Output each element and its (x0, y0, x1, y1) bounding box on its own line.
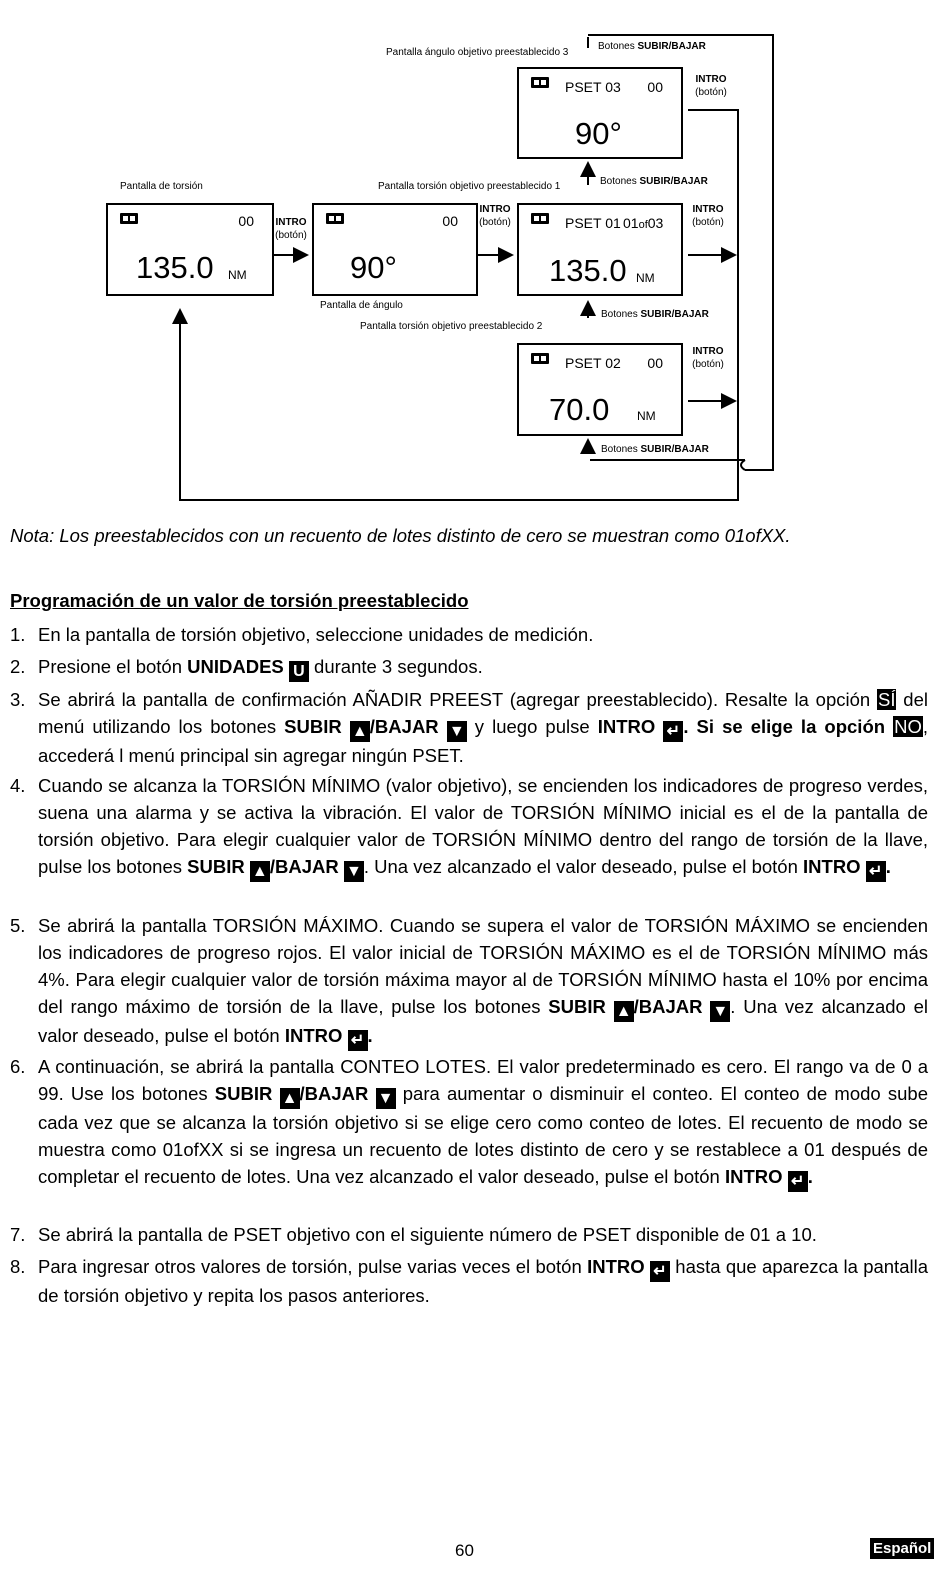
down-arrow-icon: ▼ (447, 721, 467, 742)
step-number: 8. (10, 1256, 26, 1277)
screen-unit: NM (636, 271, 655, 285)
step-text: Para ingresar otros valores de torsión, pulse varias veces el botón INTRO ↵ hasta que aparezca la pantalla de torsión objetivo y repita los pasos anteriores. (38, 1256, 928, 1306)
page-number: 60 (455, 1541, 474, 1560)
step-item (10, 772, 928, 882)
screen-value: 135.0 (136, 250, 214, 285)
screen-count: 00 (647, 355, 663, 371)
angle-screen (312, 203, 478, 296)
screen-count: 01of03 (623, 215, 664, 231)
updown-label: Botones SUBIR/BAJAR (601, 309, 709, 320)
language-badge: Español (870, 1538, 934, 1559)
enter-label: INTRO (botón) (275, 217, 307, 241)
step-text: Se abrirá la pantalla de confirmación AÑADIR PREEST (agregar preestablecido). Resalte la opción SÍ del menú utilizando los botones SUBIR ▲ /BAJAR ▼ y luego pulse INTRO ↵ . Si se elige la opción NO, accederá l menú principal sin agregar ningún PSET. (38, 689, 929, 766)
label-pset2-screen: Pantalla torsión objetivo preestablecido 2 (360, 321, 543, 332)
updown-label: Botones SUBIR/BAJAR (601, 444, 709, 455)
up-arrow-icon: ▲ (250, 861, 270, 882)
down-arrow-icon: ▼ (710, 1001, 730, 1022)
step-text: En la pantalla de torsión objetivo, seleccione unidades de medición. (38, 624, 594, 645)
step-text: Se abrirá la pantalla TORSIÓN MÁXIMO. Cuando se supera el valor de TORSIÓN MÁXIMO se encienden los indicadores de progreso rojos. El valor inicial de TORSIÓN MÁXIMO es el de TORSIÓN MÍNIMO más 4%. Para elegir cualquier valor de torsión máxima mayor al de TORSIÓN MÍNIMO hasta el 10% por encima del rango máximo de torsión de la llave, pulse los botones SUBIR ▲ /BAJAR ▼ . Una vez alcanzado el valor deseado, pulse el botón INTRO ↵ . (38, 915, 929, 1049)
screen-value: 70.0 (549, 392, 610, 427)
pset2-screen (517, 343, 683, 436)
battery-icon (531, 77, 549, 88)
screen-unit: NM (228, 268, 247, 282)
step-number: 5. (10, 915, 26, 936)
step-item (10, 912, 928, 1051)
step-text: Se abrirá la pantalla de PSET objetivo con el siguiente número de PSET disponible de 01 a 10. (38, 1224, 817, 1245)
step-number: 3. (10, 689, 26, 710)
step-number: 4. (10, 775, 26, 796)
step-item (10, 1053, 928, 1192)
screen-value: 90° (575, 116, 622, 151)
screen-count: 00 (442, 213, 458, 229)
enter-icon: ↵ (663, 721, 683, 742)
screen-value: 135.0 (549, 253, 627, 288)
label-pset3-screen: Pantalla ángulo objetivo preestablecido 3 (386, 47, 569, 58)
battery-icon (120, 213, 138, 224)
step-number: 1. (10, 624, 26, 645)
screen-value: 90° (350, 250, 397, 285)
battery-icon (531, 213, 549, 224)
step-item (10, 621, 928, 648)
battery-icon (531, 353, 549, 364)
section-heading: Programación de un valor de torsión preestablecido (10, 590, 469, 611)
step-text: A continuación, se abrirá la pantalla CONTEO LOTES. El valor predeterminado es cero. El rango va de 0 a 99. Use los botones SUBIR ▲ /BAJAR ▼ para aumentar o disminuir el conteo. El conteo de modo sube cada vez que se alcanza la torsión objetivo si se elige cero como conteo de lotes. El recuento de modo se muestra como 01ofXX si se ingresa un recuento de lotes distinto de cero y se restablece a 01 después de completar el recuento de lotes. Una vez alcanzado el valor deseado, pulse el botón INTRO ↵ . (38, 1056, 928, 1190)
step-item (10, 1253, 928, 1309)
enter-icon: ↵ (650, 1261, 670, 1282)
step-item (10, 1221, 928, 1248)
pset3-screen (517, 67, 683, 159)
down-arrow-icon: ▼ (376, 1088, 396, 1109)
enter-label: INTRO (botón) (479, 204, 511, 228)
enter-icon: ↵ (788, 1171, 808, 1192)
up-arrow-icon: ▲ (280, 1088, 300, 1109)
step-number: 7. (10, 1224, 26, 1245)
step-number: 6. (10, 1056, 26, 1077)
down-arrow-icon: ▼ (344, 861, 364, 882)
screen-pset-name: PSET 02 (565, 355, 621, 371)
label-torsion-screen: Pantalla de torsión (120, 181, 203, 192)
screen-pset-name: PSET 03 (565, 79, 621, 95)
step-text: Cuando se alcanza la TORSIÓN MÍNIMO (valor objetivo), se encienden los indicadores de progreso verdes, suena una alarma y se activa la vibración. El valor de TORSIÓN MÍNIMO inicial es el de la pantalla de torsión objetivo. Para elegir cualquier valor de TORSIÓN MÍNIMO dentro del rango de torsión de la llave, pulse los botones SUBIR ▲ /BAJAR ▼ . Una vez alcanzado el valor deseado, pulse el botón INTRO ↵ . (38, 775, 928, 880)
step-item (10, 653, 928, 682)
units-button-icon: U (289, 661, 309, 682)
screen-unit: NM (637, 409, 656, 423)
label-angle-screen: Pantalla de ángulo (320, 300, 403, 311)
battery-icon (326, 213, 344, 224)
step-text: Presione el botón UNIDADES U durante 3 segundos. (38, 656, 483, 680)
pset1-screen (517, 203, 683, 296)
updown-label: Botones SUBIR/BAJAR (598, 41, 706, 52)
torsion-screen (106, 203, 274, 296)
label-pset1-screen: Pantalla torsión objetivo preestablecido 1 (378, 181, 561, 192)
screen-count: 00 (647, 79, 663, 95)
enter-label: INTRO (botón) (695, 74, 727, 98)
up-arrow-icon: ▲ (350, 721, 370, 742)
enter-icon: ↵ (866, 861, 886, 882)
screen-pset-name: PSET 01 (565, 215, 621, 231)
enter-label: INTRO (botón) (692, 204, 724, 228)
updown-label: Botones SUBIR/BAJAR (600, 176, 708, 187)
enter-icon: ↵ (348, 1030, 368, 1051)
up-arrow-icon: ▲ (614, 1001, 634, 1022)
step-item (10, 686, 928, 769)
note-text: Nota: Los preestablecidos con un recuento de lotes distinto de cero se muestran como 01ofXX. (10, 525, 791, 546)
enter-label: INTRO (botón) (692, 346, 724, 370)
screen-count: 00 (238, 213, 254, 229)
step-number: 2. (10, 656, 26, 677)
